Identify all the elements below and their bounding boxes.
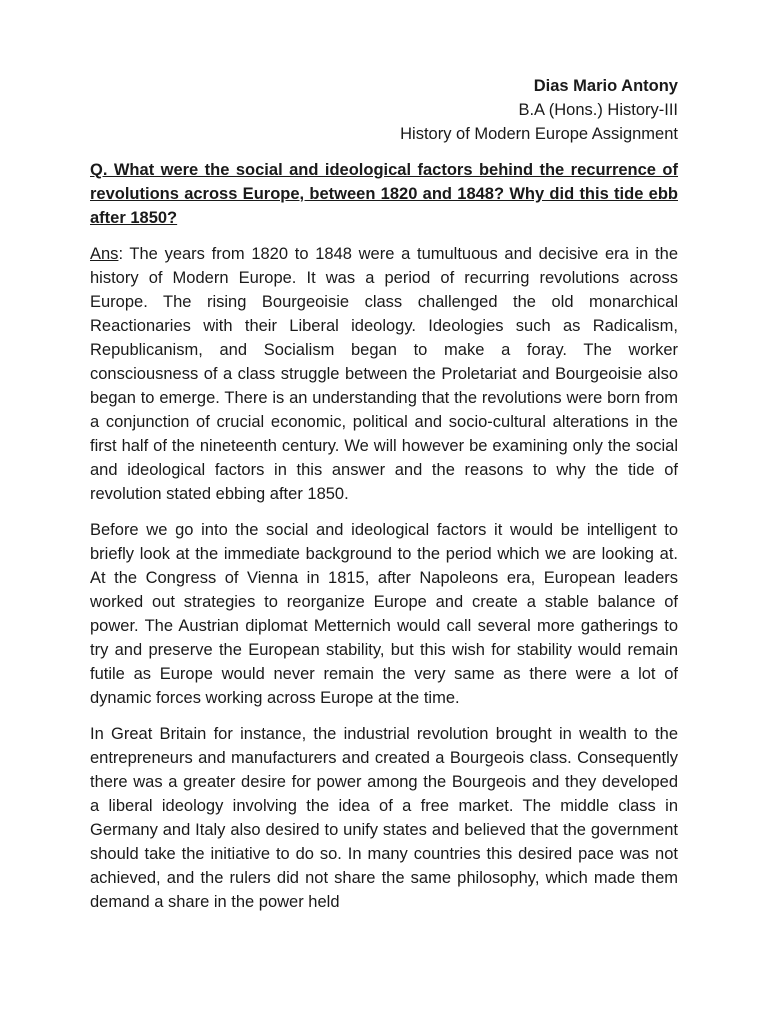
question-heading: Q. What were the social and ideological factors behind the recurrence of revolutions across Europe, between 1820 and 1848? Why did this tide ebb after 1850?: [90, 161, 678, 227]
answer-paragraph-1-text: : The years from 1820 to 1848 were a tumultuous and decisive era in the history of Modern Europe. It was a period of recurring revolutions across Europe. The rising Bourgeoisie class challenged the old monarchical Reactionaries with their Liberal ideology. Ideologies such as Radicalism, Republicanism, and Socialism began to make a foray. The worker consciousness of a class struggle between the Proletariat and Bourgeoisie also began to emerge. There is an understanding that the revolutions were born from a conjunction of crucial economic, political and socio-cultural alterations in the first half of the nineteenth century. We will however be examining only the social and ideological factors in this answer and the reasons to why the tide of revolution stated ebbing after 1850.: [90, 245, 678, 503]
author-name: Dias Mario Antony: [533, 77, 678, 95]
answer-paragraph-1: [90, 242, 678, 506]
answer-label: Ans: [90, 245, 119, 263]
answer-paragraph-3: In Great Britain for instance, the industrial revolution brought in wealth to the entrepreneurs and manufacturers and created a Bourgeois class. Consequently there was a greater desire for power among the Bourgeois and they developed a liberal ideology involving the idea of a free market. The middle class in Germany and Italy also desired to unify states and believed that the government should take the initiative to do so. In many countries this desired pace was not achieved, and the rulers did not share the same philosophy, which made them demand a share in the power held: [90, 725, 678, 911]
answer-paragraph-2: Before we go into the social and ideological factors it would be intelligent to briefly look at the immediate background to the period which we are looking at. At the Congress of Vienna in 1815, after Napoleons era, European leaders worked out strategies to reorganize Europe and create a stable balance of power. The Austrian diplomat Metternich would call several more gatherings to try and preserve the European stability, but this wish for stability would remain futile as Europe would never remain the very same as there were a lot of dynamic forces working across Europe at the time.: [90, 521, 678, 707]
course-name: B.A (Hons.) History-III: [518, 101, 678, 119]
assignment-title: History of Modern Europe Assignment: [400, 125, 678, 143]
document-header: [90, 74, 678, 146]
